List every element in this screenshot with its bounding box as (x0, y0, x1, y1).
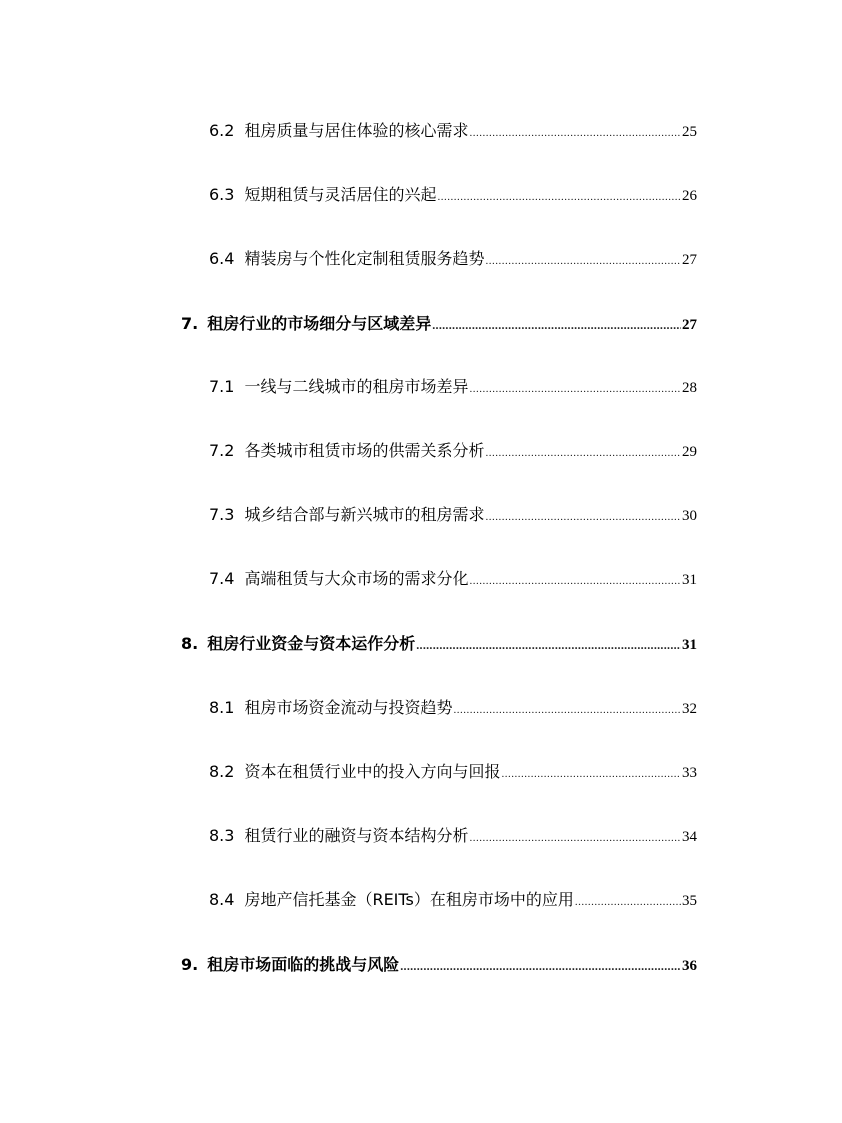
toc-number: 7. (181, 314, 199, 333)
toc-page-number: 28 (682, 380, 697, 396)
toc-number: 7.2 (209, 441, 235, 460)
toc-title: 租赁行业的融资与资本结构分析 (244, 826, 469, 845)
toc-page-number: 27 (682, 317, 697, 333)
toc-page-number: 27 (682, 252, 697, 268)
toc-title: 资本在租赁行业中的投入方向与回报 (244, 762, 501, 781)
toc-entry-7-2[interactable] (209, 438, 697, 464)
dot-leader (432, 318, 681, 333)
toc-title: 城乡结合部与新兴城市的租房需求 (244, 505, 485, 524)
dot-leader (400, 959, 681, 974)
toc-entry-7-3[interactable] (209, 502, 697, 528)
toc-page-number: 25 (682, 124, 697, 140)
toc-number: 8.4 (209, 890, 235, 909)
dot-leader (469, 127, 681, 139)
toc-entry-8-3[interactable] (209, 823, 697, 849)
toc-entry-7-4[interactable] (209, 566, 697, 592)
toc-number: 8.1 (209, 698, 235, 717)
toc-title: 房地产信托基金（REITs）在租房市场中的应用 (244, 890, 574, 909)
toc-page-number: 35 (682, 893, 697, 909)
toc-title: 租房质量与居住体验的核心需求 (244, 121, 469, 140)
toc-title: 租房市场资金流动与投资趋势 (244, 698, 453, 717)
toc-number: 8.3 (209, 826, 235, 845)
toc-number: 7.4 (209, 569, 235, 588)
dot-leader (416, 638, 681, 653)
dot-leader (485, 255, 681, 267)
toc-number: 7.3 (209, 505, 235, 524)
toc-number: 6.3 (209, 185, 235, 204)
toc-entry-9[interactable] (181, 952, 697, 978)
toc-entry-7[interactable] (181, 311, 697, 337)
toc-page-number: 36 (682, 958, 697, 974)
toc-page-number: 33 (682, 765, 697, 781)
toc-entry-6-2[interactable] (209, 118, 697, 144)
toc-page-number: 32 (682, 701, 697, 717)
toc-title: 精装房与个性化定制租赁服务趋势 (244, 249, 485, 268)
dot-leader (485, 447, 681, 459)
toc-number: 8.2 (209, 762, 235, 781)
toc-number: 8. (181, 634, 199, 653)
toc-entry-8-2[interactable] (209, 759, 697, 785)
toc-title: 短期租赁与灵活居住的兴起 (244, 185, 437, 204)
dot-leader (469, 832, 681, 844)
toc-entry-8-1[interactable] (209, 695, 697, 721)
toc-number: 6.4 (209, 249, 235, 268)
toc-page-number: 26 (682, 188, 697, 204)
toc-title: 一线与二线城市的租房市场差异 (244, 377, 469, 396)
dot-leader (469, 383, 681, 395)
toc-entry-6-4[interactable] (209, 246, 697, 272)
dot-leader (469, 575, 681, 587)
toc-page-number: 31 (682, 572, 697, 588)
toc-page-number: 31 (682, 637, 697, 653)
toc-number: 7.1 (209, 377, 235, 396)
dot-leader (575, 896, 681, 908)
toc-title: 各类城市租赁市场的供需关系分析 (244, 441, 485, 460)
toc-number: 6.2 (209, 121, 235, 140)
toc-entry-7-1[interactable] (209, 374, 697, 400)
dot-leader (453, 704, 681, 716)
dot-leader (501, 768, 681, 780)
toc-entry-8-4[interactable] (209, 887, 697, 913)
toc-page-number: 34 (682, 829, 697, 845)
toc-number: 9. (181, 955, 199, 974)
toc-entry-8[interactable] (181, 631, 697, 657)
toc-page-number: 29 (682, 444, 697, 460)
toc-entry-6-3[interactable] (209, 182, 697, 208)
dot-leader (437, 191, 681, 203)
toc-title: 高端租赁与大众市场的需求分化 (244, 569, 469, 588)
toc-title: 租房行业的市场细分与区域差异 (207, 314, 432, 333)
toc-title: 租房市场面临的挑战与风险 (207, 955, 400, 974)
dot-leader (485, 511, 681, 523)
toc-title: 租房行业资金与资本运作分析 (207, 634, 416, 653)
toc-page-number: 30 (682, 508, 697, 524)
